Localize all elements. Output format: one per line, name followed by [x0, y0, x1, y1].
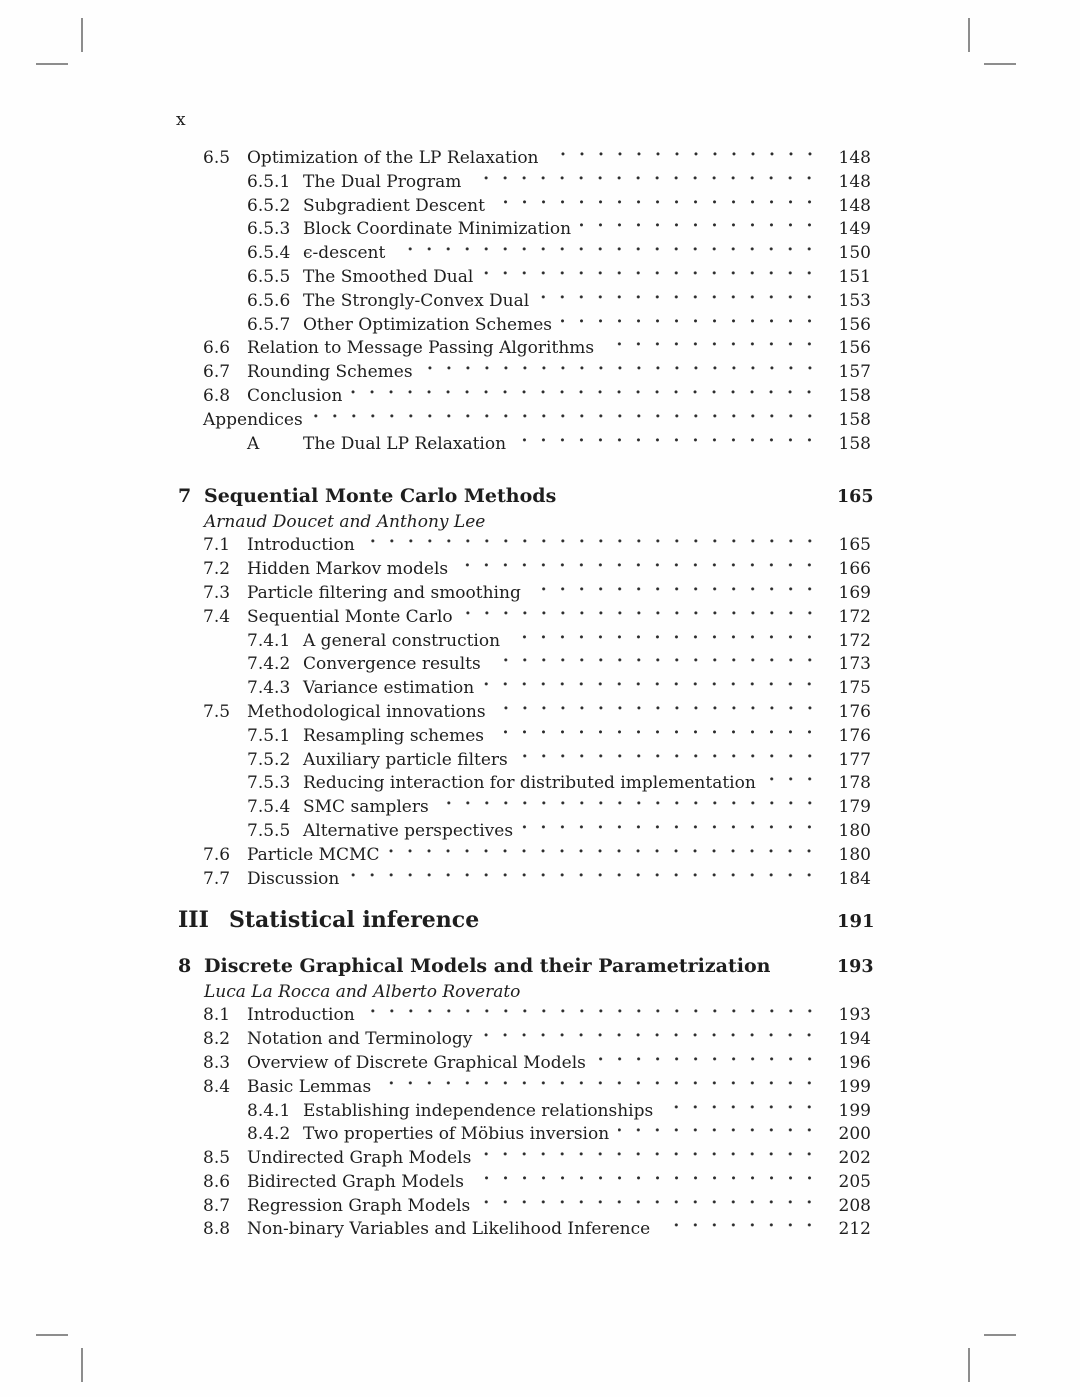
toc-entry-title: Establishing independence relationships: [303, 1100, 654, 1121]
chapter7-authors: Arnaud Doucet and Anthony Lee: [204, 512, 486, 533]
toc-entry: [178, 868, 871, 892]
toc-entry-title: Other Optimization Schemes: [303, 314, 552, 335]
toc-entry: [178, 844, 871, 868]
toc-entry: [178, 1147, 871, 1171]
toc-entry-title: Particle MCMC: [247, 844, 380, 865]
toc-entry-title: Hidden Markov models: [247, 559, 449, 580]
toc-entry: [178, 1004, 871, 1028]
toc-entry-number: 7.1: [203, 535, 231, 556]
toc-entry-number: 8.5: [203, 1148, 231, 1169]
toc-entry-title: Alternative perspectives: [303, 820, 514, 841]
toc-entry-number: 7.4.1: [247, 630, 291, 651]
toc-entry-number: 8.6: [203, 1171, 231, 1192]
toc-entry-page: 156: [838, 338, 871, 359]
chapter7-entry-list: [178, 534, 871, 891]
toc-entry: [178, 195, 871, 219]
toc-entry-number: 7.3: [203, 582, 231, 603]
dot-leader: [351, 385, 821, 409]
toc-entry-page: 199: [838, 1100, 871, 1121]
toc-entry-title: Introduction: [247, 535, 355, 556]
toc-entry-page: 177: [838, 749, 871, 770]
toc-entry-number: 6.5.1: [247, 171, 291, 192]
toc-entry-title: SMC samplers: [303, 797, 429, 818]
toc-entry-title: Methodological innovations: [247, 701, 486, 722]
dot-leader: [481, 1028, 821, 1052]
toc-entry-page: 148: [838, 195, 871, 216]
toc-entry-page: 178: [838, 773, 871, 794]
toc-entry-number: 6.5.4: [247, 243, 291, 264]
toc-entry-number: 7.4.2: [247, 654, 291, 675]
toc-entry: [178, 171, 871, 195]
crop-mark-top-left-horizontal: [36, 63, 68, 65]
dot-leader: [561, 314, 821, 338]
toc-entry-page: 149: [838, 219, 871, 240]
dot-leader: [490, 653, 821, 677]
dot-leader: [422, 361, 821, 385]
toc-entry-page: 169: [838, 582, 871, 603]
toc-entry: [178, 218, 871, 242]
dot-leader: [457, 558, 821, 582]
toc-entry-page: 172: [838, 630, 871, 651]
crop-mark-bottom-right-vertical: [968, 1348, 970, 1382]
toc-entry-title: The Smoothed Dual: [303, 266, 474, 287]
table-of-contents: [178, 147, 875, 1242]
dot-leader: [388, 844, 821, 868]
toc-entry: [178, 749, 871, 773]
dot-leader: [348, 868, 821, 892]
toc-entry-title: Particle filtering and smoothing: [247, 582, 521, 603]
toc-entry-number: 6.5.6: [247, 290, 291, 311]
toc-entry-title: Subgradient Descent: [303, 195, 485, 216]
dot-leader: [509, 630, 821, 654]
dot-leader: [530, 582, 821, 606]
toc-entry-title: Rounding Schemes: [247, 362, 413, 383]
toc-entry-page: 176: [838, 701, 871, 722]
toc-entry-number: 8.8: [203, 1219, 231, 1240]
crop-mark-bottom-right-horizontal: [984, 1334, 1016, 1336]
toc-entry-title: Appendices: [203, 409, 303, 430]
dot-leader: [364, 1004, 821, 1028]
toc-entry: [178, 630, 871, 654]
toc-entry-number: 6.5.7: [247, 314, 291, 335]
toc-entry: [178, 1171, 871, 1195]
toc-entry: [178, 796, 871, 820]
toc-entry-page: 157: [838, 362, 871, 383]
toc-entry-number: 8.4: [203, 1076, 231, 1097]
chapter8-heading: [178, 953, 874, 980]
toc-entry-number: 8.3: [203, 1052, 231, 1073]
toc-entry-title: Overview of Discrete Graphical Models: [247, 1052, 586, 1073]
toc-entry-page: 173: [838, 654, 871, 675]
toc-entry-number: 6.5: [203, 148, 231, 168]
toc-entry: [178, 1028, 871, 1052]
toc-entry-page: 205: [838, 1171, 871, 1192]
toc-entry-number: 7.5.4: [247, 797, 291, 818]
dot-leader: [394, 242, 821, 266]
dot-leader: [479, 1195, 821, 1219]
dot-leader: [495, 701, 821, 725]
chapter7-heading: [178, 483, 874, 510]
toc-entry: [178, 534, 871, 558]
toc-entry-page: 194: [838, 1029, 871, 1050]
dot-leader: [515, 433, 821, 457]
toc-entry-title: Introduction: [247, 1005, 355, 1026]
toc-entry-number: 7.7: [203, 868, 231, 889]
toc-entry-title: The Dual Program: [303, 171, 462, 192]
dot-leader: [522, 820, 821, 844]
toc-entry-number: 8.4.1: [247, 1100, 291, 1121]
toc-entry-title: Block Coordinate Minimization: [303, 219, 572, 240]
toc-entry-page: 180: [838, 820, 871, 841]
chapter6-entry-list: [178, 147, 871, 456]
chapter7-page: 165: [837, 487, 874, 508]
toc-entry: [178, 147, 871, 171]
dot-leader: [494, 195, 821, 219]
toc-entry-number: 7.4: [203, 606, 231, 627]
toc-entry: [178, 266, 871, 290]
toc-entry: [178, 409, 871, 433]
toc-entry-number: 7.5.2: [247, 749, 291, 770]
toc-entry-title: Conclusion: [247, 385, 343, 406]
chapter7-number: 7: [178, 485, 192, 508]
toc-entry: [178, 242, 871, 266]
toc-entry-page: 148: [838, 171, 871, 192]
toc-entry: [178, 433, 871, 457]
crop-mark-bottom-left-vertical: [81, 1348, 83, 1382]
toc-entry-page: 158: [838, 433, 871, 454]
toc-entry-page: 208: [838, 1195, 871, 1216]
toc-entry-number: A: [247, 433, 260, 454]
toc-entry: [178, 1123, 871, 1147]
dot-leader: [659, 1218, 821, 1242]
toc-entry-number: 8.4.2: [247, 1124, 291, 1145]
toc-entry-page: 193: [838, 1005, 871, 1026]
toc-entry: [178, 361, 871, 385]
toc-entry-title: The Dual LP Relaxation: [303, 433, 507, 454]
toc-entry: [178, 820, 871, 844]
toc-entry-number: 6.8: [203, 385, 231, 406]
crop-mark-top-left-vertical: [81, 18, 83, 52]
dot-leader: [364, 534, 821, 558]
toc-entry: [178, 385, 871, 409]
toc-entry-page: 179: [838, 797, 871, 818]
toc-entry: [178, 1100, 871, 1124]
toc-entry-title: Convergence results: [303, 654, 481, 675]
toc-entry-title: Notation and Terminology: [247, 1029, 473, 1050]
toc-entry-title: Regression Graph Models: [247, 1195, 471, 1216]
dot-leader: [765, 772, 821, 796]
toc-entry-page: 158: [838, 385, 871, 406]
toc-entry-title: The Strongly-Convex Dual: [303, 290, 530, 311]
dot-leader: [480, 1147, 821, 1171]
toc-entry: [178, 337, 871, 361]
dot-leader: [380, 1076, 821, 1100]
toc-entry-number: 8.7: [203, 1195, 231, 1216]
toc-entry-title: Relation to Message Passing Algorithms: [247, 338, 595, 359]
toc-entry-number: 6.7: [203, 362, 231, 383]
part3-number: III: [178, 907, 209, 934]
part3-title: Statistical inference: [229, 907, 480, 934]
toc-entry-page: 196: [838, 1052, 871, 1073]
toc-entry-page: 180: [838, 844, 871, 865]
toc-entry-title: Resampling schemes: [303, 725, 484, 746]
toc-entry-number: 8.1: [203, 1005, 231, 1026]
toc-entry-number: 7.4.3: [247, 678, 291, 699]
dot-leader: [662, 1100, 821, 1124]
toc-entry-page: 184: [838, 868, 871, 889]
toc-entry-page: 212: [838, 1219, 871, 1240]
toc-entry-number: 6.5.5: [247, 266, 291, 287]
chapter7-title: Sequential Monte Carlo Methods: [204, 485, 557, 508]
dot-leader: [580, 218, 821, 242]
dot-leader: [438, 796, 821, 820]
dot-leader: [493, 725, 821, 749]
dot-leader: [473, 1171, 821, 1195]
dot-leader: [312, 409, 821, 433]
toc-entry-title: Variance estimation: [303, 678, 475, 699]
toc-entry: [178, 1052, 871, 1076]
toc-entry-number: 6.6: [203, 338, 231, 359]
toc-entry-page: 175: [838, 678, 871, 699]
toc-entry: [178, 314, 871, 338]
chapter8-number: 8: [178, 955, 192, 978]
toc-entry-number: 7.5.3: [247, 773, 291, 794]
toc-entry-title: Non-binary Variables and Likelihood Inference: [247, 1219, 651, 1240]
toc-entry: [178, 725, 871, 749]
toc-entry: [178, 1218, 871, 1242]
toc-entry-title: Auxiliary particle filters: [303, 749, 508, 770]
toc-entry: [178, 677, 871, 701]
toc-entry-number: 7.5.1: [247, 725, 291, 746]
dot-leader: [548, 147, 821, 171]
dot-leader: [618, 1123, 821, 1147]
toc-entry-page: 158: [838, 409, 871, 430]
dot-leader: [483, 677, 821, 701]
toc-entry-number: 7.5: [203, 701, 231, 722]
crop-mark-bottom-left-horizontal: [36, 1334, 68, 1336]
toc-entry-page: 165: [838, 535, 871, 556]
dot-leader: [595, 1052, 821, 1076]
toc-entry-page: 199: [838, 1076, 871, 1097]
toc-entry-page: 150: [838, 243, 871, 264]
toc-entry-number: 7.5.5: [247, 820, 291, 841]
toc-entry-title: Reducing interaction for distributed implementation: [303, 773, 756, 794]
toc-entry: [178, 1076, 871, 1100]
toc-entry: [178, 606, 871, 630]
toc-entry-page: 176: [838, 725, 871, 746]
toc-entry-page: 156: [838, 314, 871, 335]
toc-entry-number: 8.2: [203, 1029, 231, 1050]
dot-leader: [482, 266, 821, 290]
part3-heading: [178, 905, 875, 937]
toc-entry: [178, 290, 871, 314]
toc-entry: [178, 701, 871, 725]
toc-entry-title: Optimization of the LP Relaxation: [247, 148, 539, 168]
toc-entry: [178, 1195, 871, 1219]
crop-mark-top-right-vertical: [968, 18, 970, 52]
dot-leader: [470, 171, 821, 195]
toc-entry: [178, 582, 871, 606]
toc-entry-page: 200: [838, 1124, 871, 1145]
toc-entry-page: 148: [838, 148, 871, 168]
dot-leader: [538, 290, 821, 314]
toc-entry-page: 153: [838, 290, 871, 311]
toc-entry-page: 151: [838, 266, 871, 287]
chapter8-entry-list: [178, 1004, 871, 1242]
toc-entry-page: 202: [838, 1148, 871, 1169]
toc-entry: [178, 558, 871, 582]
dot-leader: [603, 337, 821, 361]
toc-entry-number: 7.2: [203, 559, 231, 580]
dot-leader: [517, 749, 821, 773]
toc-entry-title: ϵ-descent: [303, 243, 386, 264]
toc-entry-number: 6.5.3: [247, 219, 291, 240]
toc-entry-title: Sequential Monte Carlo: [247, 606, 453, 627]
chapter8-authors: Luca La Rocca and Alberto Roverato: [204, 982, 521, 1003]
running-head-page-number: x: [176, 110, 186, 130]
part3-page: 191: [837, 911, 875, 933]
toc-entry-number: 6.5.2: [247, 195, 291, 216]
toc-entry-title: Bidirected Graph Models: [247, 1171, 464, 1192]
chapter8-title: Discrete Graphical Models and their Parametrization: [204, 955, 771, 978]
toc-entry-title: Discussion: [247, 868, 340, 889]
toc-entry-title: Basic Lemmas: [247, 1076, 372, 1097]
toc-entry-page: 172: [838, 606, 871, 627]
toc-entry-page: 166: [838, 559, 871, 580]
chapter8-page: 193: [837, 957, 874, 978]
toc-entry: [178, 653, 871, 677]
toc-entry-title: Two properties of Möbius inversion: [303, 1124, 610, 1145]
toc-entry: [178, 772, 871, 796]
toc-entry-number: 7.6: [203, 844, 231, 865]
toc-entry-title: Undirected Graph Models: [247, 1148, 472, 1169]
toc-entry-title: A general construction: [303, 630, 501, 651]
crop-mark-top-right-horizontal: [984, 63, 1016, 65]
dot-leader: [462, 606, 821, 630]
